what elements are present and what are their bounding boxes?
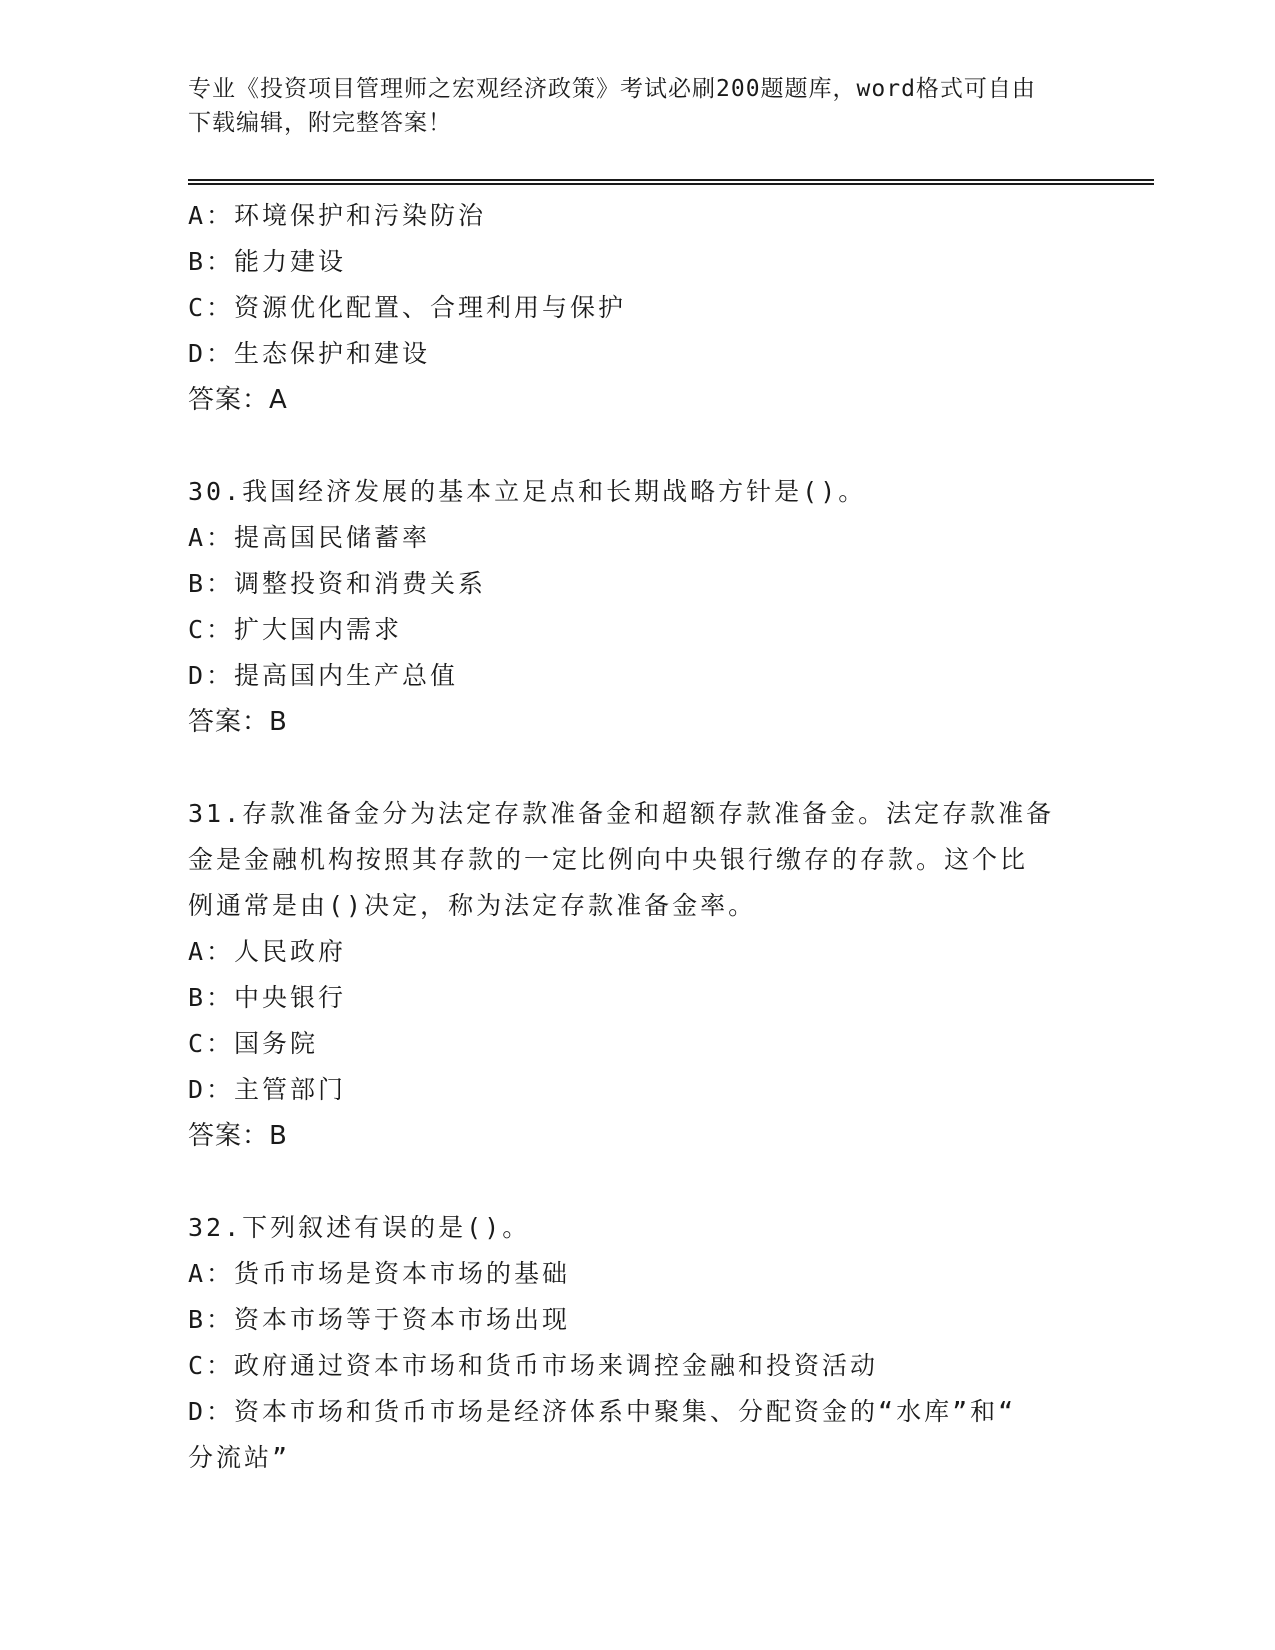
question-32 (188, 1205, 1088, 1481)
option-c: C：扩大国内需求 (188, 615, 403, 644)
option-b: B：资本市场等于资本市场出现 (188, 1305, 571, 1334)
option-d: D：提高国内生产总值 (188, 661, 459, 690)
option-d: D：生态保护和建设 (188, 339, 431, 368)
spacer (188, 745, 1088, 791)
answer: 答案：B (188, 707, 288, 737)
header-line-2: 下载编辑，附完整答案！ (188, 110, 452, 136)
document-header (188, 72, 1068, 140)
question-29 (188, 193, 1088, 423)
question-content (188, 193, 1088, 1481)
question-stem: 32.下列叙述有误的是()。 (188, 1213, 531, 1242)
option-c: C：资源优化配置、合理利用与保护 (188, 293, 627, 322)
option-d-continued: 分流站” (188, 1443, 291, 1472)
option-a: A：人民政府 (188, 937, 347, 966)
option-d: D：主管部门 (188, 1075, 347, 1104)
option-a: A：环境保护和污染防治 (188, 201, 487, 230)
question-stem-line-1: 31.存款准备金分为法定存款准备金和超额存款准备金。法定存款准备 (188, 799, 1055, 828)
spacer (188, 423, 1088, 469)
spacer (188, 1159, 1088, 1205)
option-a: A：提高国民储蓄率 (188, 523, 431, 552)
option-c: C：政府通过资本市场和货币市场来调控金融和投资活动 (188, 1351, 879, 1380)
header-line-1: 专业《投资项目管理师之宏观经济政策》考试必刷200题题库，word格式可自由 (188, 76, 1036, 102)
answer: 答案：B (188, 1121, 288, 1151)
option-b: B：能力建设 (188, 247, 347, 276)
question-stem: 30.我国经济发展的基本立足点和长期战略方针是()。 (188, 477, 867, 506)
option-b: B：调整投资和消费关系 (188, 569, 487, 598)
header-divider-top (188, 179, 1154, 181)
question-30 (188, 469, 1088, 745)
option-b: B：中央银行 (188, 983, 347, 1012)
question-31 (188, 791, 1088, 1159)
option-d: D：资本市场和货币市场是经济体系中聚集、分配资金的“水库”和“ (188, 1397, 1017, 1426)
question-stem-line-3: 例通常是由()决定，称为法定存款准备金率。 (188, 891, 757, 920)
option-a: A：货币市场是资本市场的基础 (188, 1259, 571, 1288)
answer: 答案：A (188, 385, 288, 415)
option-c: C：国务院 (188, 1029, 319, 1058)
header-divider-bottom (188, 183, 1154, 185)
question-stem-line-2: 金是金融机构按照其存款的一定比例向中央银行缴存的存款。这个比 (188, 845, 1029, 874)
